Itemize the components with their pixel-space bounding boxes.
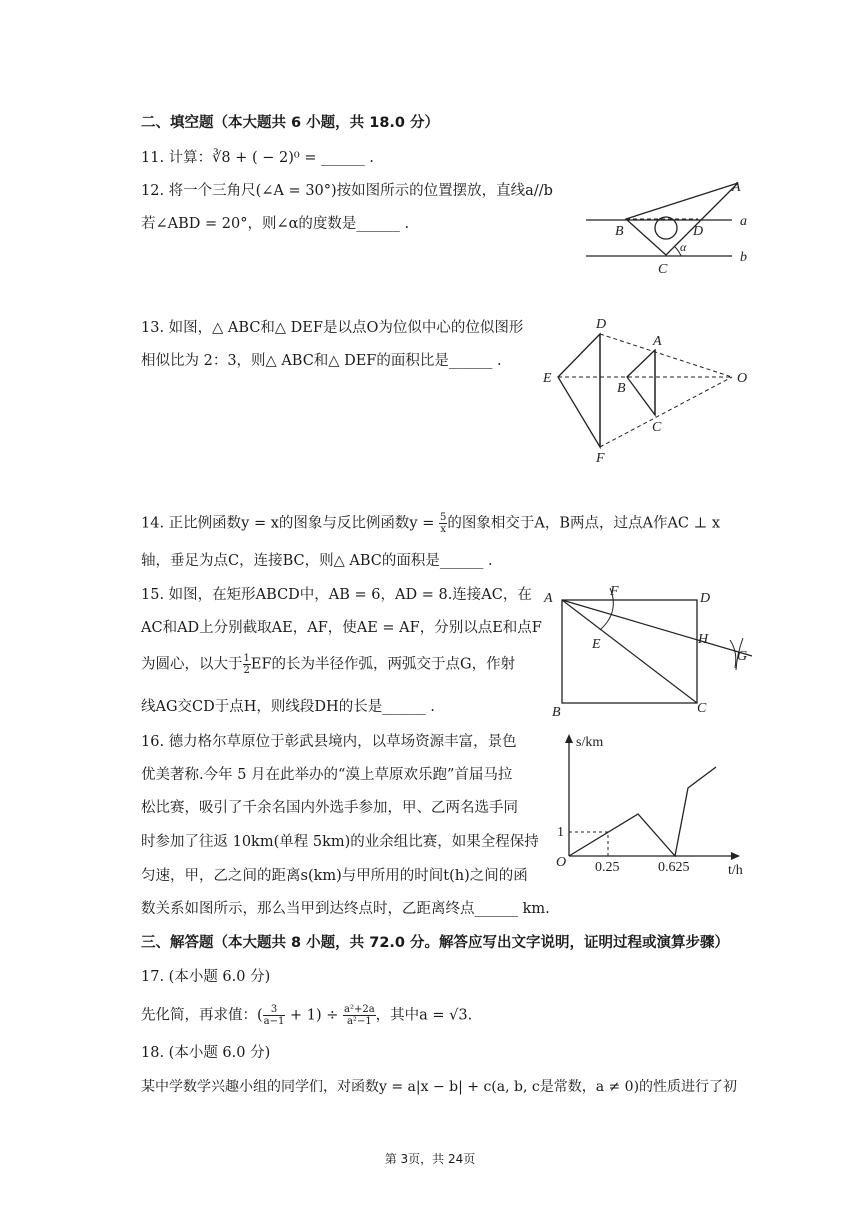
q18-line1: 某中学数学兴趣小组的同学们，对函数y = a|x − b| + c(a, b, c是常数，a ≠ 0)的性质进行了初 bbox=[141, 1079, 738, 1095]
label-C: C bbox=[697, 701, 707, 716]
x-axis-arrow bbox=[731, 852, 740, 860]
section2-heading: 二、填空题（本大题共 6 小题，共 18.0 分） bbox=[141, 115, 440, 131]
q17-line bbox=[141, 1004, 472, 1027]
label-G: G bbox=[737, 649, 748, 664]
q17-text-c: ，其中a = √3. bbox=[375, 1007, 473, 1024]
q13-line1: 13. 如图，△ ABC和△ DEF是以点O为位似中心的位似图形 bbox=[141, 320, 524, 336]
q17-text-b: + 1) ÷ bbox=[285, 1007, 343, 1024]
q15-line2: AC和AD上分别截取AE，AF，使AE = AF，分别以点E和点F bbox=[141, 620, 542, 636]
q16-line1: 16. 德力格尔草原位于彰武县境内，以草场资源丰富，景色 bbox=[141, 734, 517, 750]
q17-text-a: 先化简，再求值：( bbox=[141, 1007, 263, 1024]
q16-graph bbox=[548, 728, 756, 880]
q17-header: 17. (本小题 6.0 分) bbox=[141, 969, 271, 985]
label-F: F bbox=[596, 451, 605, 466]
label-E: E bbox=[592, 637, 601, 652]
arc-g1 bbox=[730, 640, 736, 668]
label-O: O bbox=[737, 371, 748, 386]
triangle-abc bbox=[627, 350, 655, 415]
q14-text-a: 14. 正比例函数y = x的图象与反比例函数y = bbox=[141, 515, 439, 532]
origin-label: O bbox=[556, 855, 567, 870]
x-tick-2: 0.625 bbox=[658, 860, 690, 875]
section3-heading: 三、解答题（本大题共 8 小题，共 72.0 分。解答应写出文字说明，证明过程或演算步骤） bbox=[141, 935, 730, 951]
q12-figure bbox=[580, 175, 760, 280]
label-F: F bbox=[610, 584, 619, 599]
q17-fraction-1: $\frac{3}{a-1}$ bbox=[263, 1004, 285, 1027]
y-label: s/km bbox=[576, 735, 604, 750]
q14-line2: 轴，垂足为点C，连接BC，则△ ABC的面积是______ . bbox=[141, 553, 493, 569]
label-B: B bbox=[615, 224, 624, 239]
x-label: t/h bbox=[728, 863, 743, 878]
q12-line1: 12. 将一个三角尺(∠A = 30°)按如图所示的位置摆放，直线a//b bbox=[141, 183, 553, 199]
q14-fraction: $\frac{5}{x}$ bbox=[439, 512, 447, 535]
triangle-def bbox=[558, 334, 600, 447]
q16-line4: 时参加了往返 10km(单程 5km)的业余组比赛，如果全程保持 bbox=[141, 834, 539, 850]
label-D: D bbox=[693, 224, 704, 239]
distance-curve bbox=[569, 767, 716, 856]
q11-text: 11. 计算：∛8 + ( − 2)⁰ = ______ . bbox=[141, 150, 374, 166]
label-E: E bbox=[543, 371, 552, 386]
q17-fraction-2: $\frac{\text{a²+2a}}{\text{a²−1}}$ bbox=[343, 1004, 375, 1027]
page-footer: 第 3页，共 24页 bbox=[384, 1152, 476, 1166]
q15-figure bbox=[540, 580, 758, 720]
label-B: B bbox=[552, 705, 561, 720]
q15-line3 bbox=[141, 653, 515, 676]
q15-text-b: EF的长为半径作弧，两弧交于点G，作射 bbox=[250, 656, 516, 673]
q12-line2: 若∠ABD = 20°，则∠α的度数是______ . bbox=[141, 216, 410, 232]
q16-line6: 数关系如图所示，那么当甲到达终点时，乙距离终点______ km. bbox=[141, 901, 550, 917]
y-tick-label: 1 bbox=[557, 825, 564, 840]
y-axis-arrow bbox=[565, 734, 573, 743]
q15-line1: 15. 如图，在矩形ABCD中，AB = 6，AD = 8.连接AC，在 bbox=[141, 587, 532, 603]
q14-text-b: 的图象相交于A，B两点，过点A作AC ⊥ x bbox=[447, 515, 721, 532]
q15-fraction: $\frac{1}{2}$ bbox=[243, 653, 250, 676]
x-tick-1: 0.25 bbox=[595, 860, 620, 875]
label-C: C bbox=[652, 420, 662, 435]
label-D: D bbox=[700, 591, 711, 606]
label-alpha: α bbox=[680, 240, 687, 254]
q15-line4: 线AG交CD于点H，则线段DH的长是______ . bbox=[141, 699, 435, 715]
label-B: B bbox=[617, 381, 626, 396]
label-A: A bbox=[544, 591, 553, 606]
diagonal-ac bbox=[562, 600, 697, 703]
label-H: H bbox=[698, 632, 709, 647]
ray-od bbox=[600, 334, 732, 377]
q15-text-a: 为圆心，以大于 bbox=[141, 656, 243, 673]
q13-figure bbox=[540, 312, 755, 472]
q16-line2: 优美著称.今年 5 月在此举办的“漠上草原欢乐跑”首届马拉 bbox=[141, 767, 513, 783]
label-A: A bbox=[732, 180, 741, 195]
label-b: b bbox=[740, 250, 747, 265]
q14-line1 bbox=[141, 512, 720, 535]
q16-line3: 松比赛，吸引了千余名国内外选手参加，甲、乙两名选手同 bbox=[141, 800, 518, 816]
label-A: A bbox=[653, 334, 662, 349]
label-C: C bbox=[658, 262, 668, 277]
label-a: a bbox=[740, 214, 747, 229]
q18-header: 18. (本小题 6.0 分) bbox=[141, 1045, 271, 1061]
q16-line5: 匀速，甲，乙之间的距离s(km)与甲所用的时间t(h)之间的函 bbox=[141, 868, 528, 884]
q13-line2: 相似比为 2：3，则△ ABC和△ DEF的面积比是______ . bbox=[141, 353, 502, 369]
ray-ag bbox=[562, 600, 752, 656]
label-D: D bbox=[596, 317, 607, 332]
